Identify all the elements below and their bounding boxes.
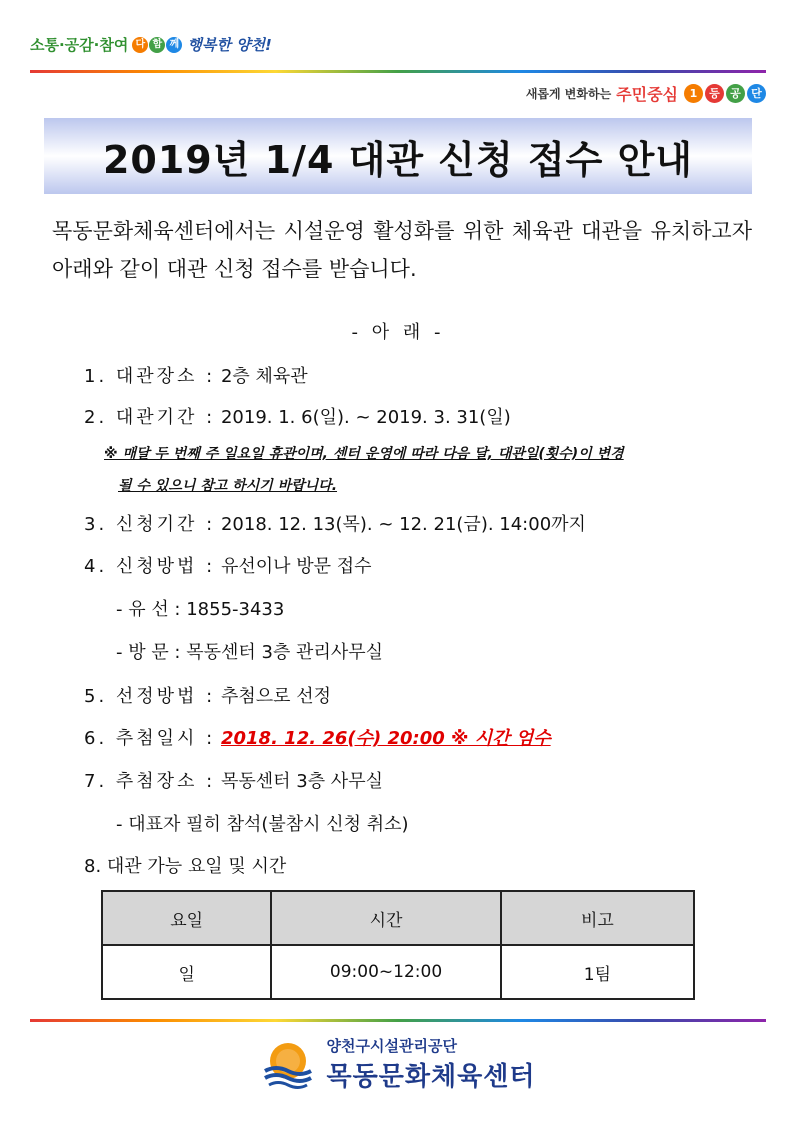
top-rainbow-divider <box>30 70 766 73</box>
notice-line-1: ※ 매달 두 번째 주 일요일 휴관이며, 센터 운영에 따라 다음 달, 대관일(횟수)이 변경 <box>104 446 624 462</box>
item-venue <box>84 362 308 388</box>
slogan-circle: 등 <box>705 84 724 103</box>
table-cell: 일 <box>102 945 271 999</box>
item-label: 2. 대관기간 : <box>84 407 216 428</box>
slogan-big: 주민중심 <box>616 85 678 104</box>
item-label: 3. 신청기간 : <box>84 514 216 535</box>
item-application-method <box>84 552 372 578</box>
brand-logo <box>30 34 272 55</box>
slogan-circle: 단 <box>747 84 766 103</box>
table-header-row <box>102 891 694 945</box>
sub-representative: - 대표자 필히 참석(불참시 신청 취소) <box>116 814 409 835</box>
slogan-circle: 공 <box>726 84 745 103</box>
item-value: 2018. 12. 13(목). ~ 12. 21(금). 14:00까지 <box>220 514 586 535</box>
table-header: 비고 <box>501 891 694 945</box>
item-label: 6. 추첨일시 : <box>84 728 216 749</box>
table-row <box>102 945 694 999</box>
footer-org <box>327 1035 536 1093</box>
sun-wave-logo-icon <box>261 1037 315 1091</box>
item-available-time <box>84 852 286 878</box>
slogan <box>526 82 766 105</box>
notice-line-2: 될 수 있으니 참고 하시기 바랍니다. <box>118 478 338 494</box>
schedule-table <box>101 890 695 1000</box>
table-cell: 09:00~12:00 <box>271 945 500 999</box>
bottom-rainbow-divider <box>30 1019 766 1022</box>
item-period <box>84 403 511 429</box>
item-selection-method <box>84 682 331 708</box>
item-value: 추첨으로 선정 <box>220 686 332 707</box>
table-cell: 1팀 <box>501 945 694 999</box>
slogan-circle: 1 <box>684 84 703 103</box>
item-application-period <box>84 510 586 536</box>
item-value: 2층 체육관 <box>220 366 308 387</box>
section-title: - 아 래 - <box>351 322 445 343</box>
brand-badges <box>132 37 183 53</box>
table-header: 요일 <box>102 891 271 945</box>
brand-badge: 께 <box>166 37 182 53</box>
brand-badge: 다 <box>132 37 148 53</box>
brand-right-text: 행복한 양천! <box>187 36 272 54</box>
item-label: 8. 대관 가능 요일 및 시간 <box>84 856 287 877</box>
item-label: 7. 추첨장소 : <box>84 771 216 792</box>
table-header: 시간 <box>271 891 500 945</box>
footer-org-line2: 목동문화체육센터 <box>326 1062 536 1092</box>
item-draw-datetime <box>84 724 551 750</box>
intro-paragraph: 목동문화체육센터에서는 시설운영 활성화를 위한 체육관 대관을 유치하고자 아래와 같이 대관 신청 접수를 받습니다. <box>52 219 752 281</box>
footer-org-line1: 양천구시설관리공단 <box>326 1037 457 1055</box>
page-title: 2019년 1/4 대관 신청 접수 안내 <box>102 137 694 182</box>
item-label: 4. 신청방법 : <box>84 556 216 577</box>
item-label: 1. 대관장소 : <box>84 366 216 387</box>
sub-phone: - 유 선 : 1855-3433 <box>116 599 285 620</box>
brand-badge: 함 <box>149 37 165 53</box>
item-value: 2019. 1. 6(일). ~ 2019. 3. 31(일) <box>220 407 511 428</box>
title-band <box>44 118 752 194</box>
item-value: 목동센터 3층 사무실 <box>220 771 383 792</box>
footer <box>0 1035 796 1093</box>
item-value: 유선이나 방문 접수 <box>220 556 372 577</box>
slogan-small: 새롭게 변화하는 <box>525 87 612 101</box>
brand-left-text: 소통·공감·참여 <box>30 36 129 54</box>
item-value-highlight: 2018. 12. 26(수) 20:00 ※ 시간 엄수 <box>220 728 551 749</box>
item-draw-place <box>84 767 383 793</box>
item-label: 5. 선정방법 : <box>84 686 216 707</box>
sub-visit: - 방 문 : 목동센터 3층 관리사무실 <box>116 642 383 663</box>
